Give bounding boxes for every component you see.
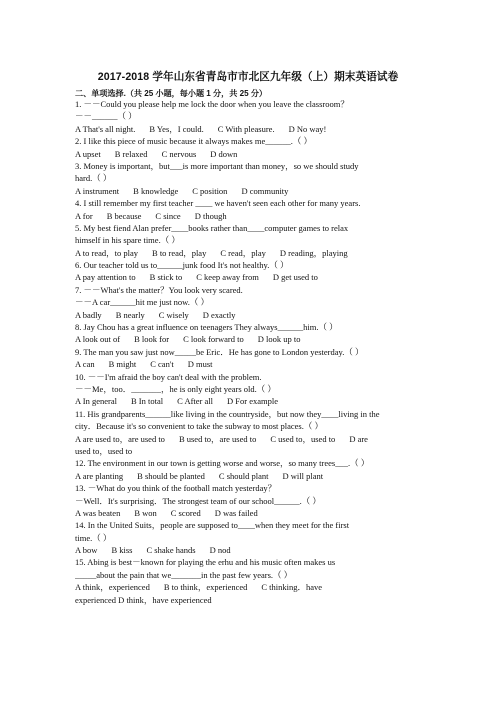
answer-option: C look forward to <box>183 334 244 345</box>
answer-option: C since <box>155 210 181 221</box>
question-text: 5. My best fiend Alan prefer____books rather than____computer games to relax <box>75 222 349 233</box>
answer-option: C After all <box>177 396 214 407</box>
answer-option: B should be planted <box>137 470 205 481</box>
answer-option: B Yes，I could. <box>149 123 204 134</box>
answer-option: A are used to，are used to <box>75 433 165 444</box>
question-text: －－Me，too．_______，he is only eight years old.（ ） <box>75 383 276 394</box>
answer-option: A are planting <box>75 470 124 481</box>
answer-option: D will plant <box>282 470 324 481</box>
question-text: －－A car______hit me just now.（ ） <box>75 297 210 308</box>
question-text: 13. －What do you think of the football match yesterday？ <box>75 483 277 494</box>
answer-option: A instrument <box>75 185 120 196</box>
answer-option: D are <box>349 433 368 444</box>
answer-option: C position <box>192 185 228 196</box>
answer-option: C can't <box>150 359 174 370</box>
answer-option: C nervous <box>161 148 197 159</box>
answer-option: B won <box>134 507 157 518</box>
answer-options <box>75 358 420 370</box>
answer-option: D nod <box>209 545 231 556</box>
question-text: －－______（ ） <box>75 111 137 122</box>
answer-option: D though <box>194 210 227 221</box>
answer-option: D exactly <box>202 309 236 320</box>
answer-option: C shake hands <box>146 545 196 556</box>
answer-option: C keep away from <box>196 272 259 283</box>
question-text: －Well．It's surprising．The strongest team of our school______.（ ） <box>75 495 321 506</box>
answer-option: B because <box>106 210 142 221</box>
question-text: 9. The man you saw just now_____be Eric．He has gone to London yesterday.（ ） <box>75 346 364 357</box>
question-text: _____about the pain that we_______in the past few years.（ ） <box>75 569 293 580</box>
answer-option: B used to，are used to <box>178 433 257 444</box>
answer-option: C should plant <box>218 470 269 481</box>
answer-options <box>75 247 420 259</box>
answer-option: D For example <box>227 396 279 407</box>
answer-option: C scored <box>170 507 201 518</box>
answer-option: A pay attention to <box>75 272 136 283</box>
question-text: 11. His grandparents______like living in the countryside，but now they____living in the <box>75 408 380 419</box>
answer-option: C used to，used to <box>270 433 336 444</box>
question-text: 4. I still remember my first teacher ____ we haven't seen each other for many years. <box>75 198 361 209</box>
answer-option: C read，play <box>220 247 266 258</box>
answer-options <box>75 433 420 445</box>
answer-option: C wisely <box>158 309 189 320</box>
answer-option: A upset <box>75 148 101 159</box>
answer-option: A to read，to play <box>75 247 139 258</box>
question-text: 2. I like this piece of music because it always makes me______.（ ） <box>75 136 312 147</box>
answer-option: C With pleasure. <box>217 123 275 134</box>
answer-option: D get used to <box>272 272 318 283</box>
answer-option: D was failed <box>214 507 258 518</box>
answer-option: D No way! <box>288 123 327 134</box>
answer-option: B nearly <box>115 309 145 320</box>
answer-option: B to think，experienced <box>163 582 248 593</box>
answer-options <box>75 544 420 556</box>
answer-option: B stick to <box>149 272 183 283</box>
answer-option: B relaxed <box>114 148 148 159</box>
answer-option: A bow <box>75 545 98 556</box>
question-text: time.（ ） <box>75 532 112 543</box>
answer-option: D look up to <box>257 334 301 345</box>
question-text: 3. Money is important，but___is more important than money，so we should study <box>75 160 359 171</box>
section-heading: 二、单项选择.（共 25 小题，每小题 1 分，共 25 分） <box>75 89 268 98</box>
question-text: 7. －－What's the matter？You look very scared. <box>75 284 243 295</box>
answer-options <box>75 210 420 222</box>
answer-option: B In total <box>131 396 164 407</box>
answer-option: C thinking．have <box>261 582 323 593</box>
answer-option: A That's all night. <box>75 123 136 134</box>
answer-options <box>75 309 420 321</box>
question-text: 8. Jay Chou has a great influence on teenagers They always______him.（ ） <box>75 322 338 333</box>
question-text: 10. －－I'm afraid the boy can't deal with the problem. <box>75 371 262 382</box>
answer-options <box>75 581 420 593</box>
answer-option: A think，experienced <box>75 582 150 593</box>
answer-options <box>75 333 420 345</box>
answer-option: B kiss <box>111 545 133 556</box>
question-text: himself in his spare time.（ ） <box>75 235 180 246</box>
answer-options <box>75 271 420 283</box>
answer-option: A for <box>75 210 93 221</box>
question-text: used to，used to <box>75 445 133 456</box>
answer-option: B to read，play <box>152 247 207 258</box>
question-text: experienced D think，have experienced <box>75 594 212 605</box>
question-text: 6. Our teacher told us to______junk food It's not healthy.（ ） <box>75 260 289 271</box>
answer-option: D reading，playing <box>279 247 348 258</box>
answer-options <box>75 148 420 160</box>
answer-options <box>75 507 420 519</box>
answer-option: B look for <box>134 334 170 345</box>
question-text: hard.（ ） <box>75 173 112 184</box>
question-text: 12. The environment in our town is getting worse and worse，so many trees___.（ ） <box>75 458 370 469</box>
question-text: 1. －－Could you please help me lock the door when you leave the classroom？ <box>75 99 349 109</box>
answer-option: A can <box>75 359 95 370</box>
answer-options <box>75 123 420 135</box>
answer-option: A badly <box>75 309 102 320</box>
question-text: city．Because it's so convenient to take the subway to most places.（ ） <box>75 421 323 432</box>
answer-options <box>75 470 420 482</box>
answer-options <box>75 185 420 197</box>
question-list <box>75 98 420 606</box>
answer-option: A was beaten <box>75 507 121 518</box>
question-text: 15. Abing is best－known for playing the erhu and his music often makes us <box>75 557 336 568</box>
document-title: 2017-2018 学年山东省青岛市市北区九年级（上）期末英语试卷 <box>97 71 399 83</box>
question-text: 14. In the United Suits，people are supposed to____when they meet for the first <box>75 520 350 531</box>
answer-option: D must <box>187 359 213 370</box>
answer-option: B might <box>108 359 137 370</box>
answer-option: D community <box>241 185 289 196</box>
answer-option: A look out of <box>75 334 121 345</box>
answer-options <box>75 395 420 407</box>
answer-option: D down <box>210 148 238 159</box>
answer-option: B knowledge <box>133 185 179 196</box>
answer-option: A In general <box>75 396 118 407</box>
